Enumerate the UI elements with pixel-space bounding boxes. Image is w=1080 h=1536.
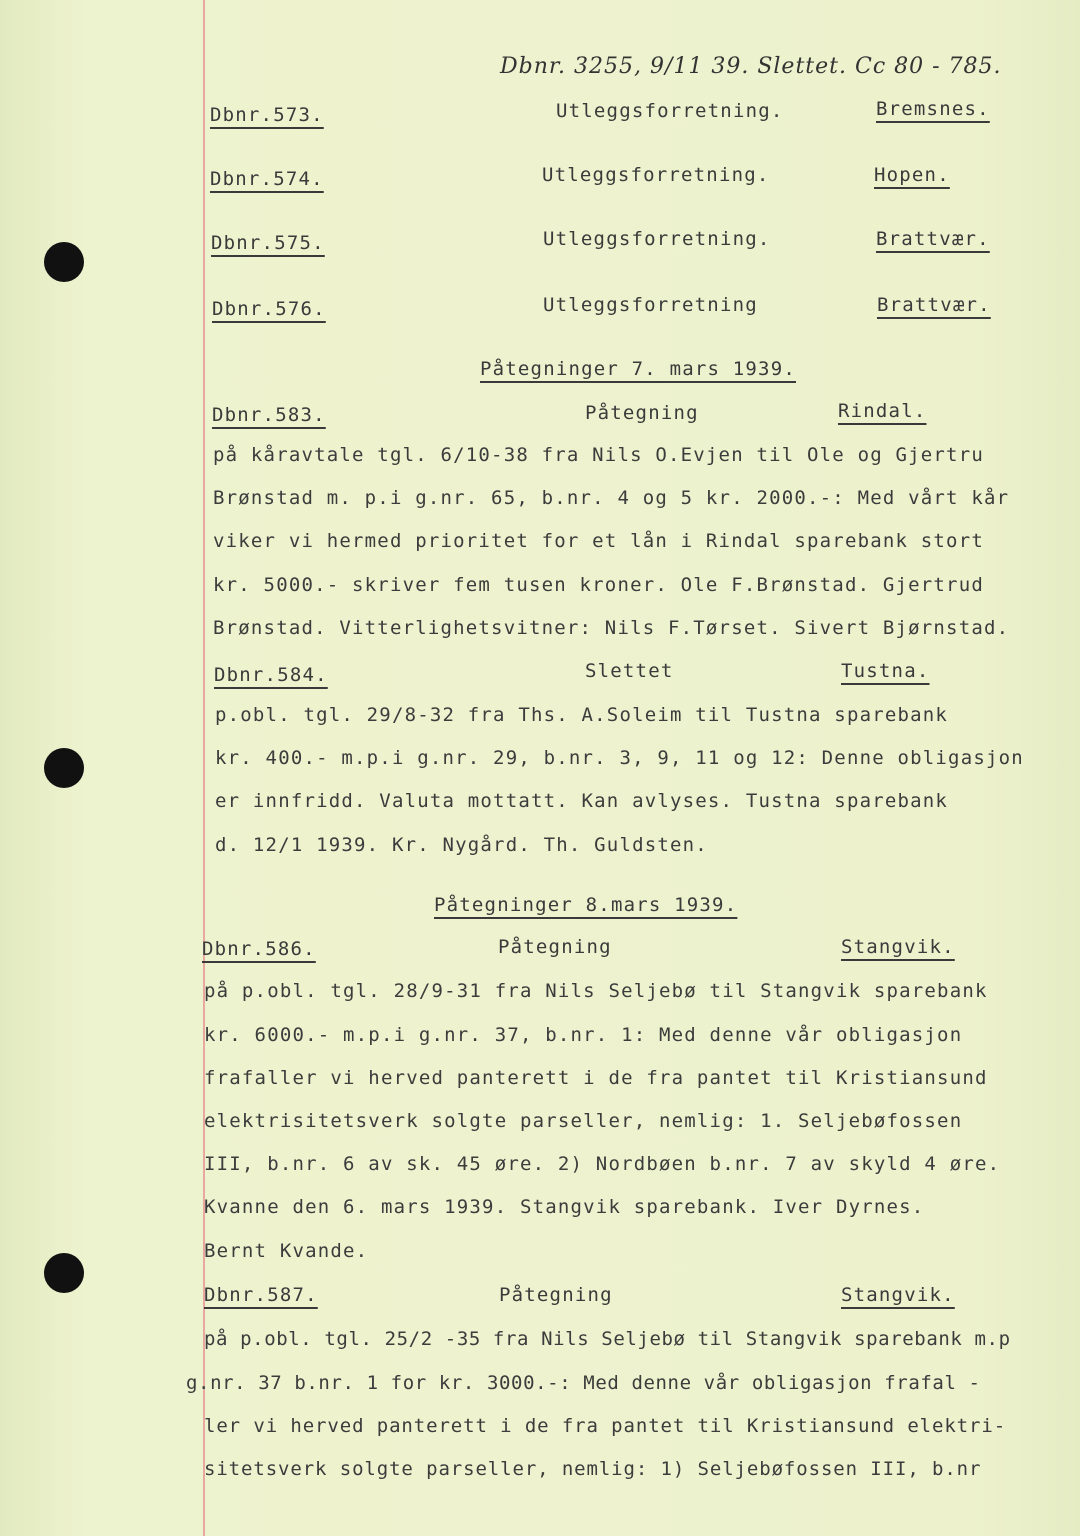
text-line: d. 12/1 1939. Kr. Nygård. Th. Guldsten.	[215, 834, 708, 856]
text-line: kr. 5000.- skriver fem tusen kroner. Ole F.Brønstad. Gjertrud	[213, 574, 984, 596]
text-line: elektrisitetsverk solgte parseller, nemlig: 1. Seljebøfossen	[204, 1110, 963, 1132]
entry-place: Stangvik.	[841, 1284, 955, 1306]
entry-place: Brattvær.	[877, 294, 991, 316]
handwritten-header: Dbnr. 3255, 9/11 39. Slettet. Cc 80 - 785.	[500, 54, 1002, 79]
text-line: kr. 6000.- m.p.i g.nr. 37, b.nr. 1: Med denne vår obligasjon	[204, 1024, 963, 1046]
text-line: på p.obl. tgl. 25/2 -35 fra Nils Seljebø til Stangvik sparebank m.p	[204, 1328, 1011, 1350]
entry-place: Stangvik.	[841, 936, 955, 958]
entry-ref: Dbnr.576.	[212, 298, 326, 320]
punch-hole	[44, 242, 84, 282]
text-line: kr. 400.- m.p.i g.nr. 29, b.nr. 3, 9, 11 og 12: Denne obligasjon	[215, 747, 1024, 769]
text-line: på kåravtale tgl. 6/10-38 fra Nils O.Evjen til Ole og Gjertru	[213, 444, 984, 466]
text-line: ler vi herved panterett i de fra pantet til Kristiansund elektri-	[204, 1415, 1007, 1437]
text-line: p.obl. tgl. 29/8-32 fra Ths. A.Soleim til Tustna sparebank	[215, 704, 949, 726]
entry-ref: Dbnr.587.	[204, 1284, 318, 1306]
text-line: viker vi hermed prioritet for et lån i Rindal sparebank stort	[213, 530, 984, 552]
section-heading: Påtegninger 8.mars 1939.	[434, 894, 738, 916]
entry-type: Påtegning	[498, 936, 612, 958]
text-line: Brønstad. Vitterlighetsvitner: Nils F.Tørset. Sivert Bjørnstad.	[213, 617, 1010, 639]
entry-type: Utleggsforretning	[543, 294, 758, 316]
entry-ref: Dbnr.583.	[212, 404, 326, 426]
entry-place: Hopen.	[874, 164, 950, 186]
punch-hole	[44, 1253, 84, 1293]
punch-hole	[44, 748, 84, 788]
entry-type: Påtegning	[585, 402, 699, 424]
text-line: er innfridd. Valuta mottatt. Kan avlyses. Tustna sparebank	[215, 790, 949, 812]
text-line: frafaller vi herved panterett i de fra pantet til Kristiansund	[204, 1067, 988, 1089]
entry-ref: Dbnr.584.	[214, 664, 328, 686]
entry-place: Rindal.	[838, 400, 927, 422]
entry-place: Bremsnes.	[876, 98, 990, 120]
entry-type: Utleggsforretning.	[543, 228, 771, 250]
entry-type: Slettet	[585, 660, 674, 682]
entry-type: Utleggsforretning.	[556, 100, 784, 122]
entry-ref: Dbnr.574.	[210, 168, 324, 190]
entry-ref: Dbnr.575.	[211, 232, 325, 254]
text-line: Brønstad m. p.i g.nr. 65, b.nr. 4 og 5 kr. 2000.-: Med vårt kår	[213, 487, 1010, 509]
text-line: Kvanne den 6. mars 1939. Stangvik sparebank. Iver Dyrnes.	[204, 1196, 925, 1218]
section-heading: Påtegninger 7. mars 1939.	[480, 358, 796, 380]
entry-place: Brattvær.	[876, 228, 990, 250]
text-line: sitetsverk solgte parseller, nemlig: 1) Seljebøfossen III, b.nr	[204, 1458, 982, 1480]
text-line: Bernt Kvande.	[204, 1240, 369, 1262]
entry-type: Påtegning	[499, 1284, 613, 1306]
text-line: g.nr. 37 b.nr. 1 for kr. 3000.-: Med denne vår obligasjon frafal -	[186, 1372, 981, 1394]
text-line: på p.obl. tgl. 28/9-31 fra Nils Seljebø til Stangvik sparebank	[204, 980, 988, 1002]
entry-type: Utleggsforretning.	[542, 164, 770, 186]
entry-place: Tustna.	[841, 660, 930, 682]
entry-ref: Dbnr.573.	[210, 104, 324, 126]
text-line: III, b.nr. 6 av sk. 45 øre. 2) Nordbøen b.nr. 7 av skyld 4 øre.	[204, 1153, 1001, 1175]
entry-ref: Dbnr.586.	[202, 938, 316, 960]
